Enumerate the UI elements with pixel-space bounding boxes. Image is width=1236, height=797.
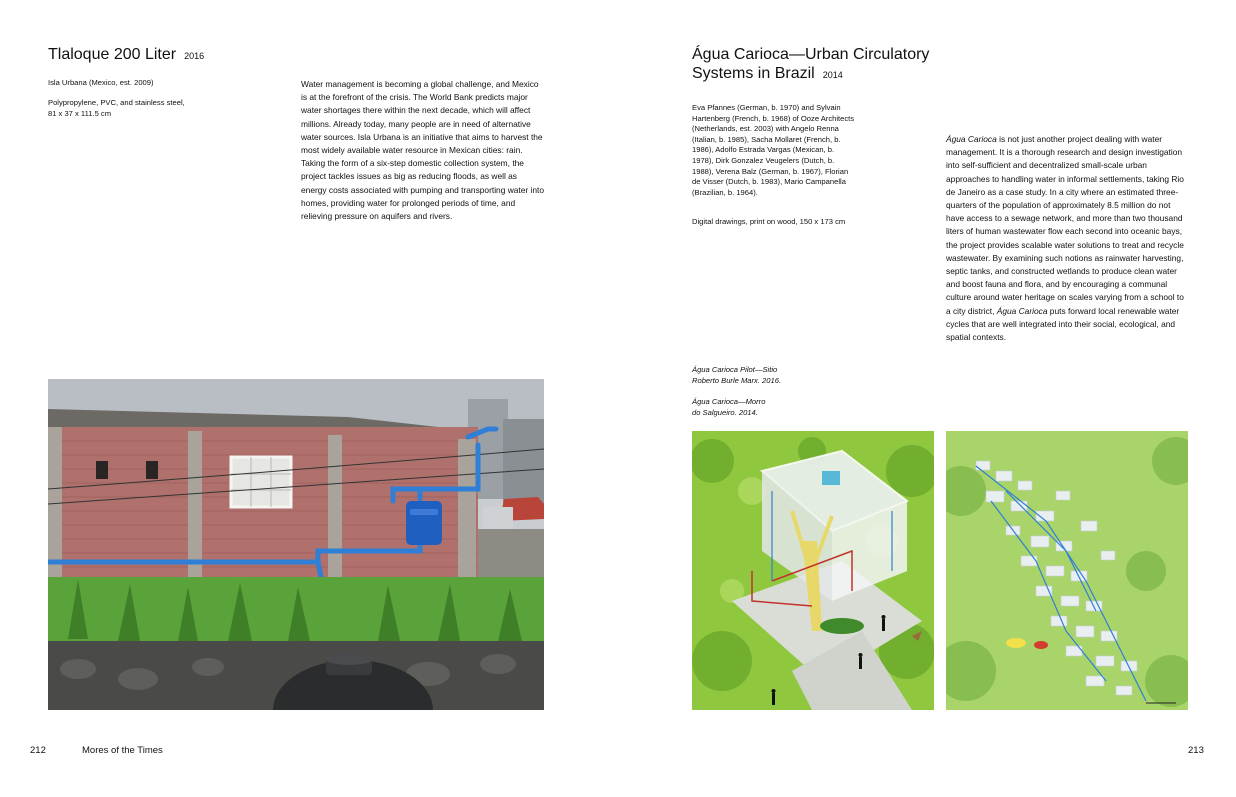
left-title [48,45,204,66]
right-body [946,133,1188,344]
right-body-end: puts forward local renewable water cycles that are well integrated into their social, ecological, and spatial contexts. [946,305,1180,343]
right-body-text: is not just another project dealing with water management. It is a thorough research and design investigation into self-sufficient and decentralized small-scale urban approaches to handling water in informal settlements, taking Rio de Janeiro as a case study. In a city where an estimated three-quarters of the population of approximately 8.5 million do not have access to a sewage network, and more than two thousand liters of human wastewater flow each second into oceanic bays, the project provides scalable water solutions to treat and recycle wastewater. By examining such notions as rainwater harvesting, septic tanks, and constructed wetlands to produce clean water and boost fauna and flora, and by encouraging a communal culture around water heritage on scales varying from a school to a city district, [946,134,1184,316]
caption-2-line1: Água Carioca—Morro [692,397,766,406]
right-title-line2: Systems in Brazil [692,65,815,82]
right-year: 2014 [822,70,843,80]
right-body-lead: Água Carioca [946,134,997,144]
left-body: Water management is becoming a global challenge, and Mexico is at the forefront of the crisis. The World Bank predicts major water shortages there within the next decade, which will affect millions. Already today, many people are in need of alternative water sources. Isla Urbana is an initiative that aims to harvest the most widely available water resource in Mexican cities: rain. Taking the form of a six-step domestic collection system, the project tackles issues as big as reducing floods, as well as energy costs associated with pumping and transporting water into homes, providing water for prolonged periods of time, and relieving pressure on aquifers and rivers. [301,79,545,222]
page-number-right: 213 [1188,745,1204,756]
right-title-line1: Água Carioca—Urban Circulatory [692,46,930,63]
left-materials [48,98,268,119]
left-materials-line1: Polypropylene, PVC, and stainless steel, [48,98,185,107]
agua-carioca-pilot-drawing [692,431,934,710]
left-year: 2016 [184,51,205,61]
caption-2-line2: do Salgueiro. 2014. [692,407,758,417]
caption-1-line1: Água Carioca Pilot—Sitio [692,365,778,374]
right-body-lead2: Água Carioca [996,305,1048,316]
page-number-left: 212 [30,745,46,756]
left-materials-line2: 81 x 37 x 111.5 cm [48,108,112,118]
caption-1-line2: Roberto Burle Marx. 2016. [692,375,782,385]
morro-do-salgueiro-drawing [946,431,1188,710]
left-title-text: Tlaloque 200 Liter [48,46,177,63]
running-title: Mores of the Times [82,745,163,756]
right-credits: Eva Pfannes (German, b. 1970) and Sylvain Hartenberg (French, b. 1968) of Ooze Architects (Netherlands, est. 2003) with Angelo Renna (Italian, b. 1985), Sacha Mollaret (French, b. 1986), Adolfo Estrada Vargas (Mexican, b. 1978), Dirk Gonzalez Veugelers (Dutch, b. 1988), Verena Balz (German, b. 1967), Florian de Visser (Dutch, b. 1983), Mario Campanella (Brazilian, b. 1964). [692,103,855,197]
caption-2 [692,397,852,418]
right-materials: Digital drawings, print on wood, 150 x 173 cm [692,217,846,226]
caption-1 [692,365,852,386]
tlaloque-photo [48,379,544,710]
left-maker: Isla Urbana (Mexico, est. 2009) [48,78,154,87]
right-title [692,45,929,85]
